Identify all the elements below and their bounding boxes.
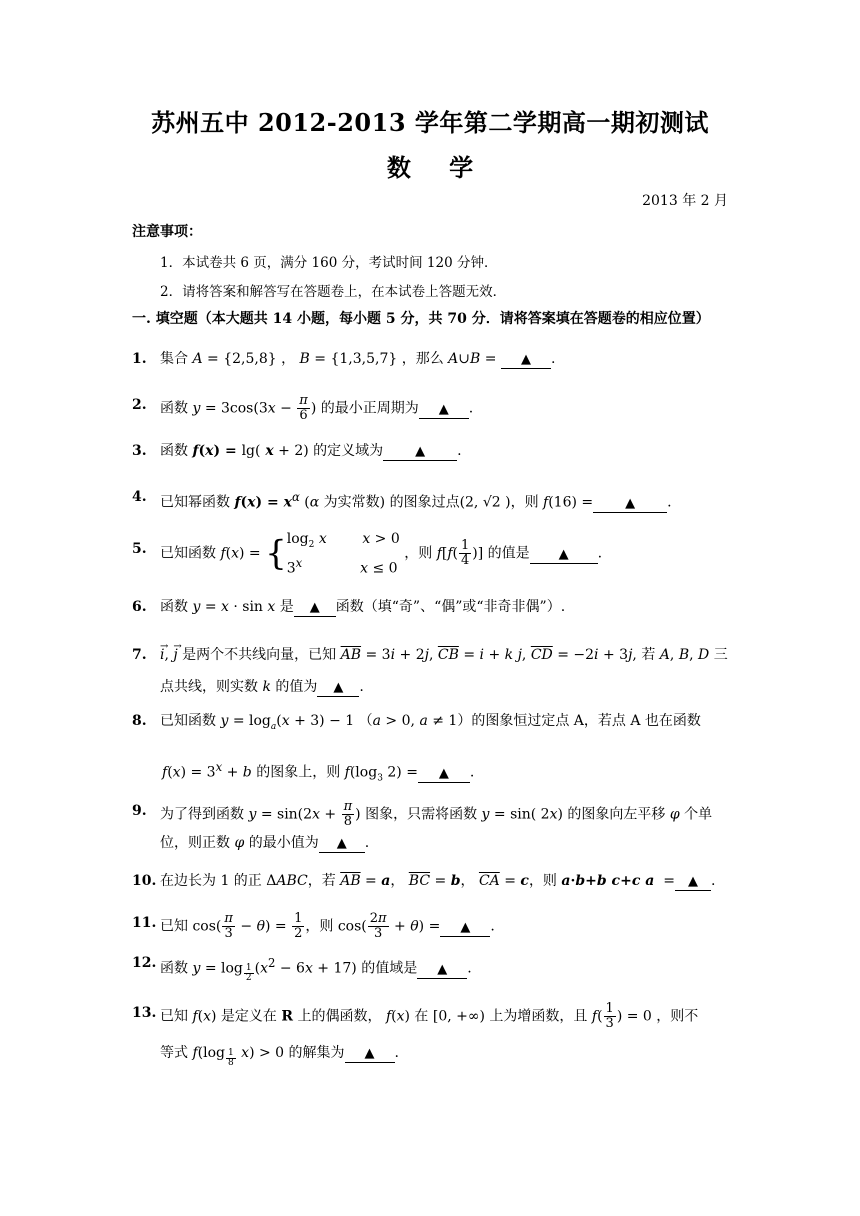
question-text-cont: 位，则正数 φ 的最小值为 ▲ . <box>160 835 370 851</box>
question-number: 11. <box>132 915 157 931</box>
question-text: 集合 A = {2,5,8} ， B = {1,3,5,7} ，那么 A∪B = ▲ . <box>160 351 556 367</box>
section-heading: 一. 填空题（本大题共 14 小题，每小题 5 分，共 70 分．请将答案填在答题卷的相应位置） <box>132 311 710 327</box>
answer-blank: ▲ <box>345 1045 395 1063</box>
answer-blank: ▲ <box>383 443 457 461</box>
answer-blank: ▲ <box>593 495 667 513</box>
question-text: 函数 f(x) = lg( x + 2) 的定义域为 ▲ . <box>160 443 462 459</box>
question-number: 13. <box>132 1005 157 1021</box>
question-text: 已知函数 $f(x) = \{\log_2$ x x > 0 3$^x$ x ≤ 0 ，则 f[f( $\frac{1}{4}$ )] 的值是 ▲ . <box>160 531 603 577</box>
question-text: 已知 f(x) 是定义在 R 上的偶函数， f(x) 在 [0, +∞) 上为增函数，且 f( $\frac{1}{3}$ ) = 0 ，则不 <box>160 1001 699 1031</box>
question-text-cont: 等式 f(log $_{\frac{1}{8}}$ x) > 0 的解集为 ▲ . <box>160 1045 399 1068</box>
question-text: 已知 cos( $\frac{\pi}{3}$ − θ) = $\frac{1}{2}$ ，则 cos( $\frac{2\pi}{3}$ + θ) = ▲ . <box>160 911 495 941</box>
notice-item-2: 2．请将答案和解答写在答题卷上，在本试卷上答题无效． <box>160 284 507 300</box>
question-text-cont: $f(x) = 3^x + b$ 的图象上，则 $f(\log_3$ 2) = ▲ . <box>162 760 475 784</box>
question-number: 8. <box>132 713 147 729</box>
question-text: 在边长为 1 的正 ΔABC，若 $\overline{AB} = a$， $\overline{BC} = b$， $\overline{CA} = c$，则 a·b+b c+c a = ▲ . <box>160 873 716 889</box>
question-text: 已知函数 $y = \log_a(x + 3) - 1$ （a > 0, a ≠ 1）的图象恒过定点 A，若点 A 也在函数 <box>160 713 701 732</box>
question-number: 1. <box>132 351 147 367</box>
exam-title: 苏州五中 2012-2013 学年第二学期高一期初测试 <box>151 108 709 137</box>
question-text: 函数 y = 3cos(3x − $\frac{\pi}{6}$ ) 的最小正周期为 ▲ . <box>160 393 474 423</box>
answer-blank: ▲ <box>419 401 469 419</box>
question-text: 为了得到函数 y = sin(2x + $\frac{\pi}{8}$ ) 图象，只需将函数 y = sin( 2x) 的图象向左平移 φ 个单 <box>160 799 713 829</box>
answer-blank: ▲ <box>440 919 490 937</box>
notice-item-1: 1．本试卷共 6 页，满分 160 分，考试时间 120 分钟． <box>160 255 498 271</box>
answer-blank: ▲ <box>530 546 598 564</box>
question-text: 已知幂函数 $f(x) = x^\alpha$ (α 为实常数) 的图象过点(2, √2 )，则 f(16) = ▲ . <box>160 490 672 511</box>
question-number: 7. <box>132 647 147 663</box>
question-number: 2. <box>132 397 147 413</box>
answer-blank: ▲ <box>675 873 711 891</box>
question-text: 函数 y = log $_{\frac{1}{2}}$ $(x^2 - 6x + 17)$ 的值域是 ▲ . <box>160 956 472 984</box>
exam-date: 2013 年 2 月 <box>642 193 728 209</box>
answer-blank: ▲ <box>501 351 551 369</box>
question-number: 4. <box>132 489 147 505</box>
question-number: 6. <box>132 599 147 615</box>
question-text: 函数 y = x · sin x 是 ▲ 函数（填“奇”、“偶”或“非奇非偶”）. <box>160 599 566 615</box>
question-number: 3. <box>132 443 147 459</box>
question-text: → i, → j 是两个不共线向量，已知 $\overline{AB} = 3i + 2j$, $\overline{CB} = i + k$ j, $\overline{CD} = -2i + 3j$, 若 A, B, D 三 <box>160 644 732 666</box>
exam-subject: 数 学 <box>386 153 474 182</box>
question-text-cont: 点共线，则实数 k 的值为 ▲ . <box>160 679 364 695</box>
notice-heading: 注意事项： <box>132 224 202 240</box>
answer-blank: ▲ <box>319 835 365 853</box>
question-number: 12. <box>132 955 157 971</box>
question-number: 5. <box>132 541 147 557</box>
question-number: 10. <box>132 873 157 889</box>
answer-blank: ▲ <box>294 599 336 617</box>
answer-blank: ▲ <box>317 679 359 697</box>
answer-blank: ▲ <box>418 765 470 783</box>
answer-blank: ▲ <box>417 961 467 979</box>
question-number: 9. <box>132 803 147 819</box>
